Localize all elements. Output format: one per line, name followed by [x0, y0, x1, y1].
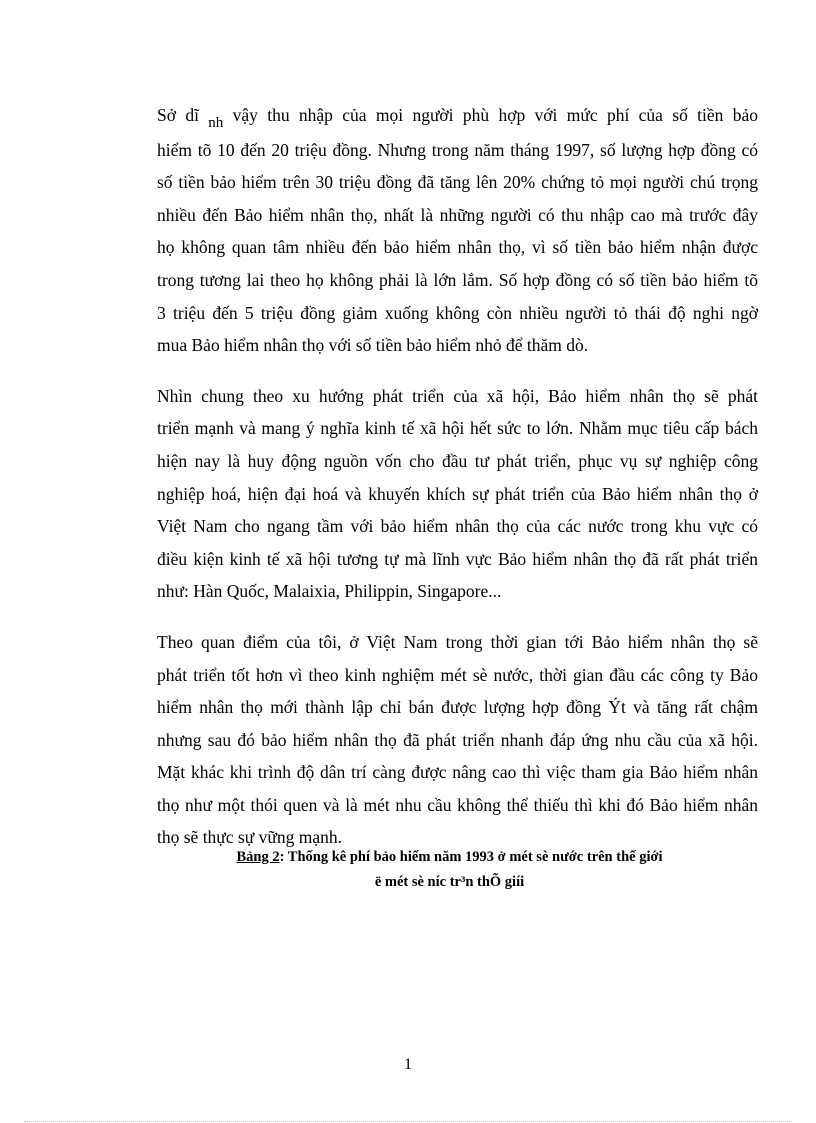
text-line: điều kiện kinh tế xã hội tương tự mà lĩnh vực Bảo hiểm nhân thọ đã rất phát triển [157, 548, 758, 569]
page-number: 1 [404, 1056, 412, 1073]
body-text [141, 99, 758, 854]
paragraph [141, 626, 758, 854]
page-bottom-border [24, 1121, 792, 1122]
text-line: Sở dĩ nh vậy thu nhập của mọi người phù hợp với mức phí của số tiền bảo [157, 105, 758, 131]
text-line: họ không quan tâm nhiều đến bảo hiểm nhân thọ, vì số tiền bảo hiểm nhận được [157, 237, 758, 258]
text-line: phát triển tốt hơn vì theo kinh nghiệm mét sè nước, thời gian đầu các công ty Bảo [157, 664, 758, 685]
text-line: số tiền bảo hiểm trên 30 triệu đồng đã tăng lên 20% chứng tỏ mọi người chú trọng [157, 172, 758, 193]
text-line: triển mạnh và mang ý nghĩa kinh tế xã hội hết sức to lớn. Nhằm mục tiêu cấp bách [157, 418, 758, 439]
caption-line-1: Bảng 2: Thống kê phí bảo hiểm năm 1993 ở mét sè nước trên thế giới [236, 849, 663, 865]
text-line: nhiều đến Bảo hiểm nhân thọ, nhất là những người có thu nhập cao mà trước đây [157, 204, 758, 225]
paragraph [141, 99, 758, 362]
text-line: Mặt khác khi trình độ dân trí càng được nâng cao thì việc tham gia Bảo hiểm nhân [157, 762, 758, 783]
text-line: Theo quan điểm của tôi, ở Việt Nam trong thời gian tới Bảo hiểm nhân thọ sẽ [157, 631, 758, 652]
table-caption [141, 845, 758, 895]
subscript-fragment: nh [208, 115, 224, 131]
text-line: như: Hàn Quốc, Malaixia, Philippin, Singapore... [157, 581, 502, 602]
caption-line-2: ë mét sè níc tr³n thÕ giíi [374, 874, 525, 890]
text-line: hiện nay là huy động nguồn vốn cho đầu tư phát triển, phục vụ sự nghiệp công [157, 450, 758, 471]
text-line: nghiệp hoá, hiện đại hoá và khuyến khích sự phát triển của Bảo hiểm nhân thọ ở [157, 483, 758, 504]
text-line: Nhìn chung theo xu hướng phát triển của xã hội, Bảo hiểm nhân thọ sẽ phát [157, 385, 758, 406]
text-line: thọ sẽ thực sự vững mạnh. [157, 827, 342, 848]
text-line: mua Bảo hiểm nhân thọ với số tiền bảo hiểm nhỏ để thăm dò. [157, 335, 589, 356]
text-line: nhưng sau đó bảo hiểm nhân thọ đã phát triển nhanh đáp ứng nhu cầu của xã hội. [157, 729, 758, 750]
text-line: Việt Nam cho ngang tầm với bảo hiểm nhân thọ của các nước trong khu vực có [157, 516, 758, 537]
caption-label: Bảng 2 [236, 849, 280, 865]
text-line: trong tương lai theo họ không phải là lớn lắm. Số hợp đồng có số tiền bảo hiểm tõ [157, 269, 758, 290]
text-line: 3 triệu đến 5 triệu đồng giảm xuống không còn nhiều người tỏ thái độ nghi ngờ [157, 302, 758, 323]
text-line: thọ như một thói quen và là mét nhu cầu không thể thiếu thì khi đó Bảo hiểm nhân [157, 794, 758, 815]
caption-title: Thống kê phí bảo hiểm năm 1993 ở mét sè nước trên thế giới [284, 849, 663, 865]
text-line: hiểm tõ 10 đến 20 triệu đồng. Nhưng trong năm tháng 1997, số lượng hợp đồng có [157, 139, 758, 160]
text-line: hiểm nhân thọ mới thành lập chỉ bán được lượng hợp đồng Ýt và tăng rất chậm [157, 697, 758, 718]
paragraph [141, 380, 758, 608]
